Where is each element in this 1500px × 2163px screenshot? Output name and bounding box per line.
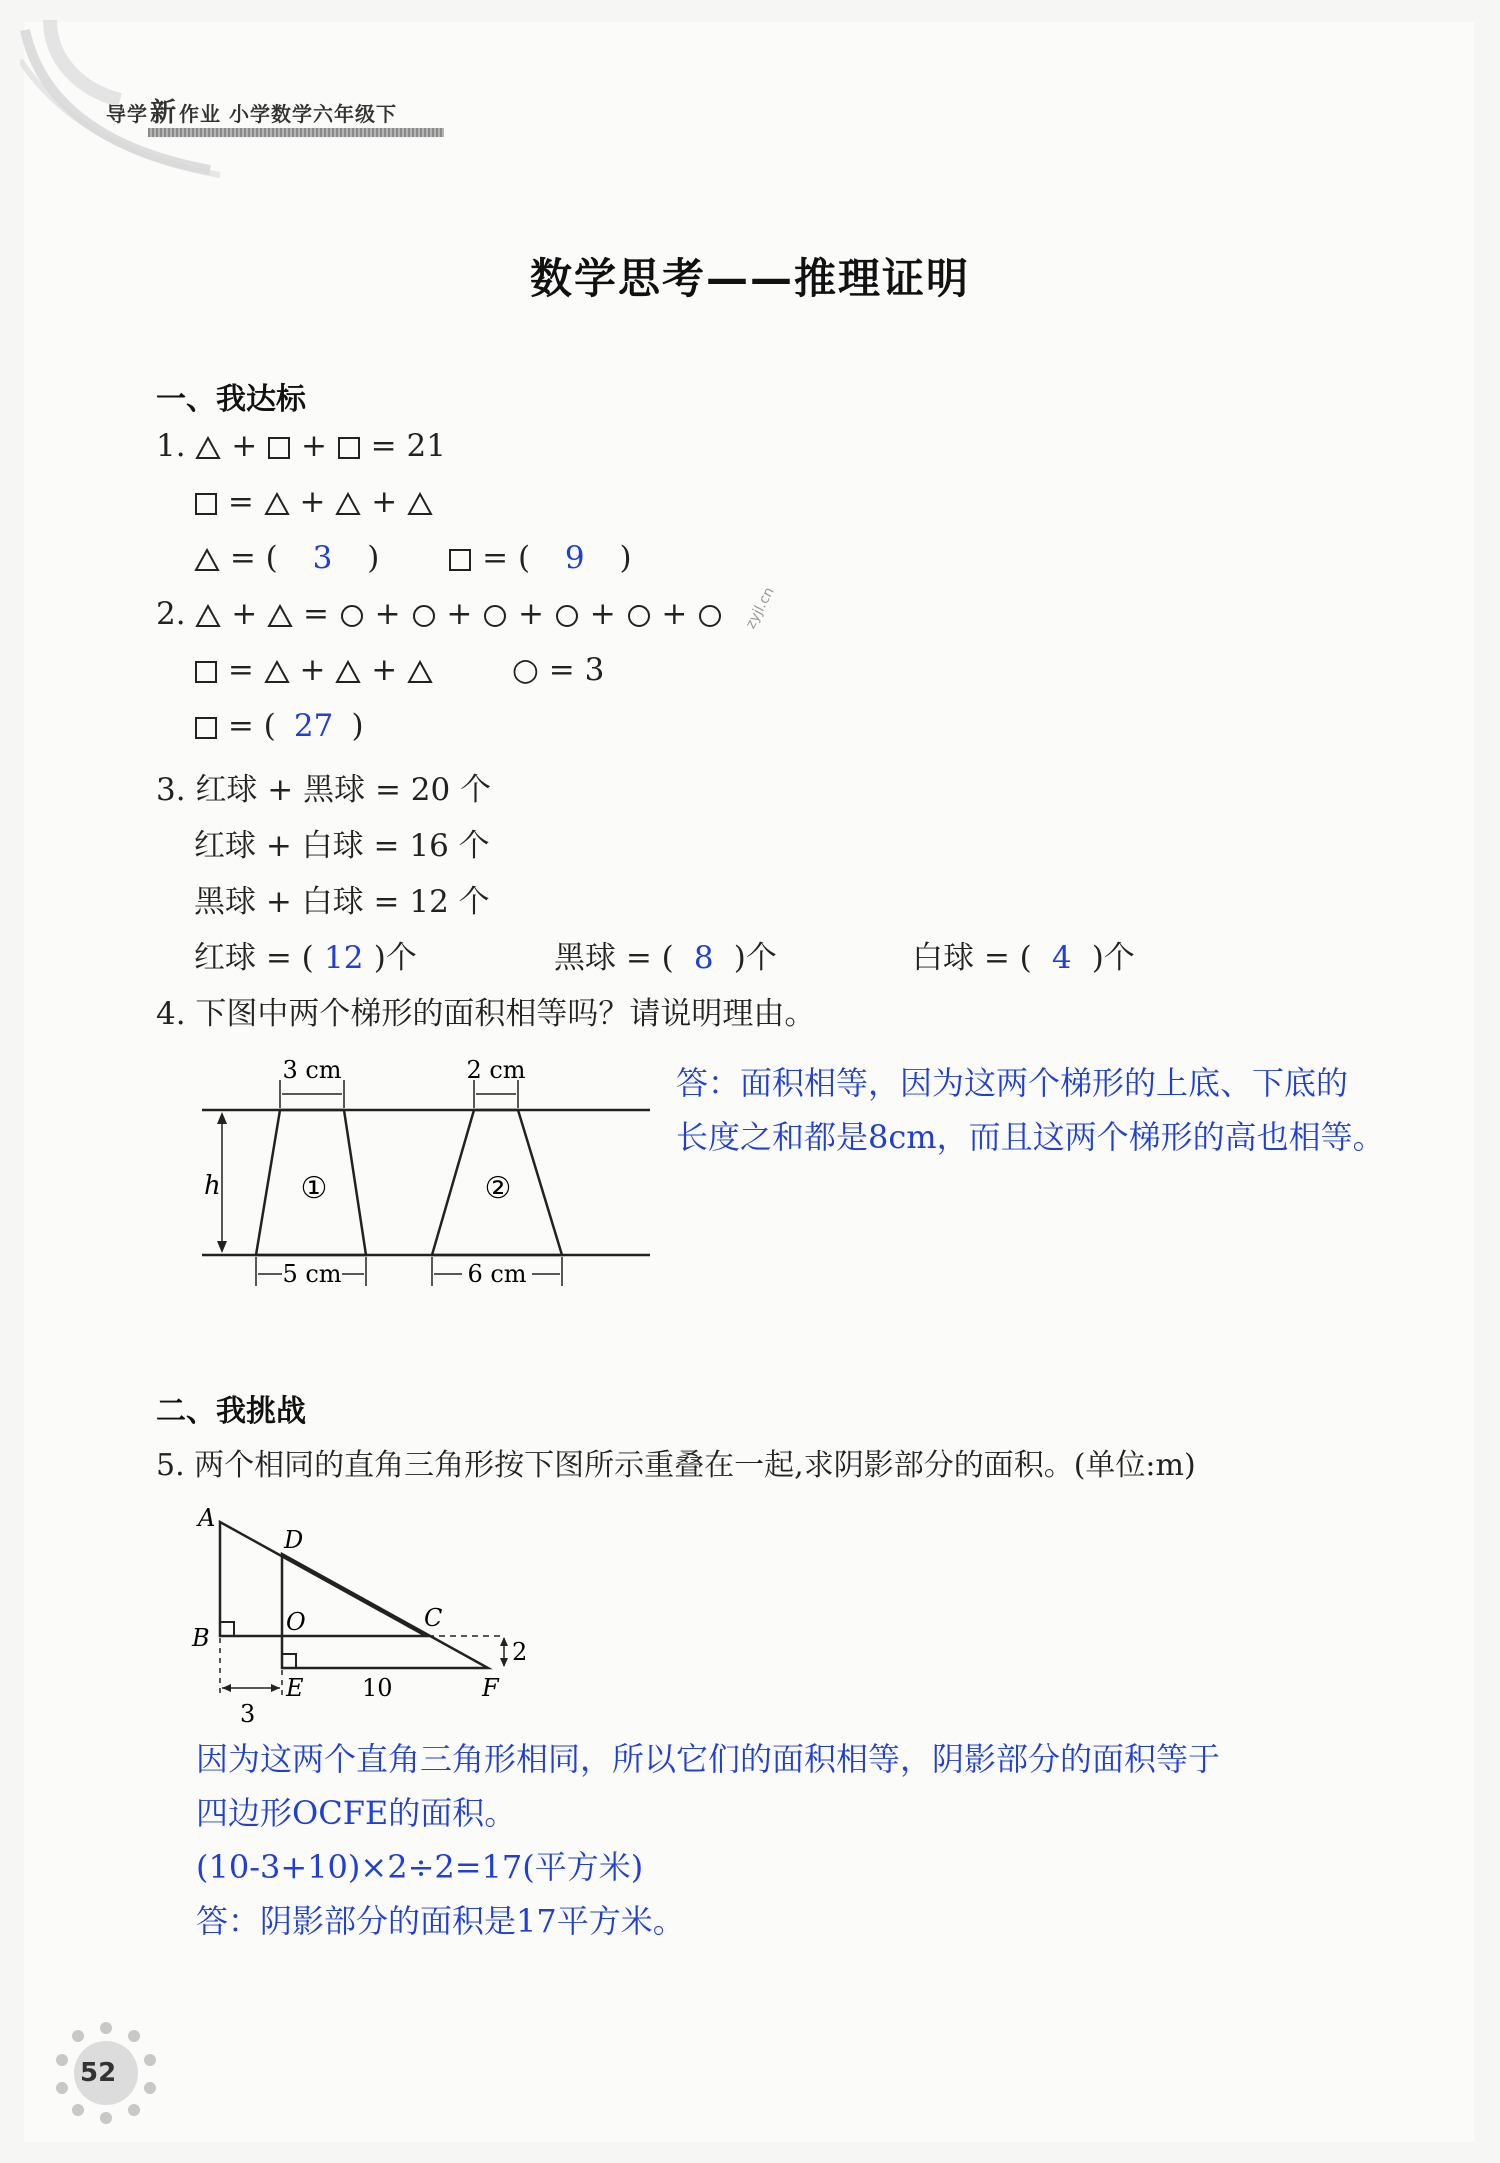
point-c: C bbox=[424, 1604, 443, 1632]
point-f: F bbox=[482, 1674, 499, 1702]
header-bar bbox=[148, 128, 444, 137]
point-o: O bbox=[286, 1608, 306, 1636]
dim-bottom-1: 5 cm bbox=[282, 1260, 342, 1288]
point-b: B bbox=[192, 1624, 210, 1652]
q4-question: 4. 下图中两个梯形的面积相等吗？请说明理由。 bbox=[156, 996, 816, 1032]
trapezoid-2-label: ② bbox=[484, 1171, 512, 1206]
length-be: 3 bbox=[240, 1700, 256, 1728]
triangle-icon bbox=[264, 492, 290, 516]
point-d: D bbox=[284, 1526, 304, 1554]
triangle-icon bbox=[195, 436, 221, 460]
header-book-title: 导学新 作业 小学数学六年级下 bbox=[106, 98, 397, 128]
q4-answer: 答：面积相等，因为这两个梯形的上底、下底的 长度之和都是8cm，而且这两个梯形的高也相等。 bbox=[676, 1064, 1385, 1156]
circle-icon bbox=[626, 603, 652, 629]
section-heading-1: 一、我达标 bbox=[156, 382, 306, 417]
q3-line-3: 黑球 + 白球 = 12 个 bbox=[194, 884, 490, 920]
q3-line-1: 3. 红球 + 黑球 = 20 个 bbox=[156, 772, 492, 808]
triangle-icon bbox=[335, 492, 361, 516]
watermark: zyjl.cn bbox=[742, 584, 778, 632]
dim-top-1: 3 cm bbox=[282, 1056, 342, 1084]
circle-icon bbox=[339, 603, 365, 629]
q3-line-2: 红球 + 白球 = 16 个 bbox=[194, 828, 490, 864]
q3-answer-white: 白球 = ( 4 )个 bbox=[912, 940, 1135, 976]
q1-line-3: = ( 3 ) = ( 9 ) bbox=[194, 540, 632, 576]
circle-icon bbox=[482, 603, 508, 629]
square-icon bbox=[337, 436, 361, 460]
q2-circle-value: ○ = 3 bbox=[511, 652, 605, 688]
length-cf: 2 bbox=[512, 1638, 528, 1666]
square-icon bbox=[194, 716, 218, 740]
point-e: E bbox=[286, 1674, 304, 1702]
trapezoid-1-label: ① bbox=[300, 1171, 328, 1206]
section-heading-2: 二、我挑战 bbox=[156, 1394, 306, 1429]
q4-trapezoid-figure bbox=[196, 1050, 666, 1290]
q2-line-3: = ( 27 ) bbox=[194, 708, 364, 744]
triangle-icon bbox=[264, 660, 290, 684]
triangle-icon bbox=[407, 660, 433, 684]
square-icon bbox=[194, 660, 218, 684]
page-number: 52 bbox=[80, 2058, 117, 2088]
q1-line-1: 1. + + = 21 bbox=[156, 428, 446, 464]
q5-answer: 因为这两个直角三角形相同，所以它们的面积相等，阴影部分的面积等于 四边形OCFE的面积。 (10-3+10)×2÷2=17(平方米) 答：阴影部分的面积是17平方米。 bbox=[196, 1740, 1221, 1940]
triangle-def bbox=[282, 1554, 488, 1668]
q1-answer-square: 9 bbox=[564, 540, 585, 576]
length-ef: 10 bbox=[362, 1674, 393, 1702]
q2-line-2: = + + ○ = 3 bbox=[194, 652, 604, 688]
triangle-icon bbox=[267, 604, 293, 628]
triangle-abc bbox=[220, 1522, 426, 1636]
circle-icon bbox=[554, 603, 580, 629]
triangle-icon bbox=[194, 548, 220, 572]
q3-answer-black: 黑球 = ( 8 )个 bbox=[554, 940, 777, 976]
q1-line-2: = + + bbox=[194, 484, 433, 520]
triangle-icon bbox=[407, 492, 433, 516]
q2-answer-square: 27 bbox=[293, 708, 334, 744]
height-label: h bbox=[204, 1171, 221, 1201]
q2-line-1: 2. + = + + + + + bbox=[156, 596, 723, 632]
q1-answer-triangle: 3 bbox=[312, 540, 333, 576]
circle-icon bbox=[411, 603, 437, 629]
triangle-icon bbox=[195, 604, 221, 628]
q3-answer-red: 红球 = ( 12 )个 bbox=[194, 940, 417, 976]
square-icon bbox=[267, 436, 291, 460]
triangle-icon bbox=[335, 660, 361, 684]
square-icon bbox=[194, 492, 218, 516]
square-icon bbox=[448, 548, 472, 572]
circle-icon bbox=[697, 603, 723, 629]
page-title: 数学思考——推理证明 bbox=[529, 254, 970, 303]
dim-bottom-2: 6 cm bbox=[467, 1260, 527, 1288]
point-a: A bbox=[198, 1504, 216, 1532]
dim-top-2: 2 cm bbox=[466, 1056, 526, 1084]
q5-question: 5. 两个相同的直角三角形按下图所示重叠在一起,求阴影部分的面积。(单位:m) bbox=[156, 1448, 1196, 1483]
q5-triangle-figure bbox=[186, 1500, 566, 1730]
